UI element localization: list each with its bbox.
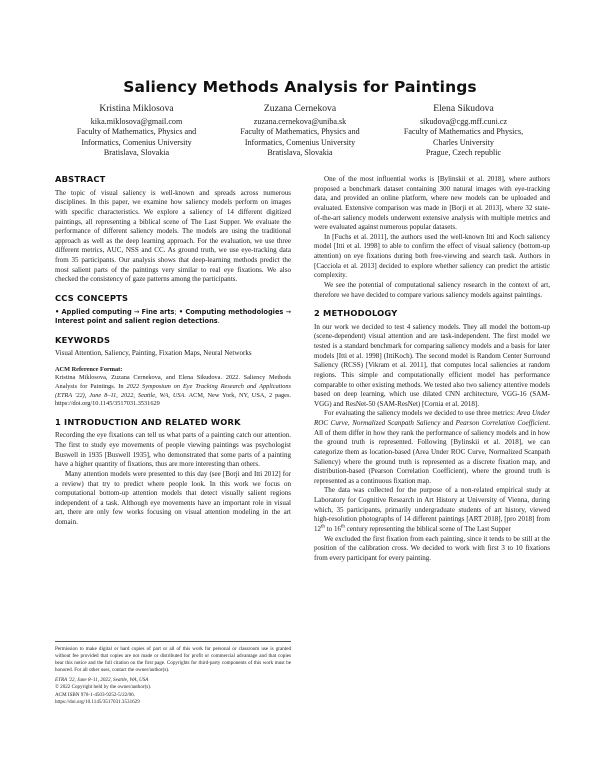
author-affiliation: Faculty of Mathematics and Physics, <box>403 127 524 137</box>
section-1-heading: 1 INTRODUCTION AND RELATED WORK <box>55 416 241 427</box>
right-column <box>314 175 550 563</box>
author-name: Elena Sikudova <box>433 103 494 114</box>
author-3 <box>382 103 545 159</box>
section-2-paragraph-4: We excluded the first fixation from each painting, since it tends to be still at the position of the calibration cross. We decided to work with first 3 to 10 fixations from every participant for every painting. <box>314 534 550 562</box>
ccs-concepts: • Applied computing → Fine arts; • Computing methodologies → Interest point and salient region detections. <box>55 307 291 326</box>
section-2-paragraph-1: In our work we decided to test 4 saliency models. They all model the bottom-up (scene-dependent) visual attention and are task-independent. The first model we tested is a standard benchmark for comparing saliency models and a basis for later models [Itti et al. 1998] (IttiKoch). The second model is Random Center Surround Saliency (RCSS) [Vikram et al. 2011], that computes local saliencies at random regions. This simple and computationally efficient model has performance comparable to other existing methods. We tested also two saliency attentive models based on deep learning, which use dilated CNN architecture, VGG-16 (SAM-VGG) and ResNet-50 (SAM-ResNet) [Cornia et al. 2018]. <box>314 322 550 408</box>
abstract-heading: ABSTRACT <box>55 174 106 184</box>
author-location: Bratislava, Slovakia <box>103 148 170 158</box>
section-2-heading: 2 METHODOLOGY <box>314 308 398 319</box>
author-2 <box>219 103 382 159</box>
section-1-paragraph-2: Many attention models were presented to this day (see [Borji and Itti 2012] for a review) that try to predict where people look. In this work we focus on computational bottom-up attention models that detect visually salient regions independent of a task. Although eye movements have an important role in visual art, there are only few works focusing on visual attention modeling in the art domain. <box>55 469 291 527</box>
author-affiliation: Informatics, Comenius University <box>244 137 356 147</box>
permission-notice: Permission to make digital or hard copies of part or all of this work for personal or classroom use is granted without fee provided that copies are not made or distributed for profit or commercial advantage and that copies bear this notice and the full citation on the first page. Copyrights for third-party components of this work must be honored. For all other uses, contact the owner/author(s). <box>55 646 291 674</box>
ccs-heading: CCS CONCEPTS <box>55 292 129 303</box>
right-paragraph-2: In [Fuchs et al. 2011], the authors used the well-known Itti and Koch saliency model [Itti et al. 1998] to able to confirm the effect of visual saliency (bottom-up attention) on eye fixations during both free-viewing and search task. Authors in [Cacciola et al. 2013] decided to explore whether saliency can predict the artistic complexity. <box>314 232 550 280</box>
abstract-text: The topic of visual saliency is well-known and spreads across numerous disciplines. In this paper, we examine how saliency models perform on images with specific characteristics. We explore a saliency of 14 different digitized paintings, all representing a biblical scene of The Last Supper. We evaluate the performance of different saliency models. The models are using the traditional approach as well as the deep learning approach. For the evaluation, we use three different metrics, AUC, NSS and CC. As ground truth, we use eye-tracking data from 35 participants. Our analysis shows that deep-learning methods predict the most salient parts of the paintings very similar to real eye fixations. We also checked the consistency of gaze patterns among the participants. <box>55 188 291 284</box>
author-affiliation: Charles University <box>433 137 494 147</box>
author-block <box>55 103 545 159</box>
copyright-footer <box>55 641 291 706</box>
author-affiliation: Faculty of Mathematics, Physics and <box>240 127 360 137</box>
author-email: zuzana.cernekova@uniba.sk <box>253 117 347 126</box>
author-name: Zuzana Cernekova <box>263 103 337 114</box>
author-1 <box>55 103 218 159</box>
reference-format-heading: ACM Reference Format: <box>55 365 123 373</box>
right-paragraph-3: We see the potential of computational saliency research in the context of art, therefore we have decided to compare various saliency models against paintings. <box>314 280 550 299</box>
section-2-paragraph-3: The data was collected for the purpose of a non-related empirical study at Laboratory for Cognitive Research in Art History at University of Vienna, during which, 35 participants, primarily undergraduate students of art history, viewed high-resolution photographs of 14 different paintings [ART 2018], [pro 2018] from 12th to 16th century representing the biblical scene of The Last Supper <box>314 486 550 533</box>
author-affiliation: Informatics, Comenius University <box>81 137 192 147</box>
left-column <box>55 175 291 528</box>
section-2-paragraph-2: For evaluating the saliency models we decided to use three metrics: Area Under ROC Curve, Normalized Scanpath Saliency and Pearson Correlation Coefficient. All of them differ in how they rank the performance of saliency models and in how the ground truth is represented. Following [Bylinskii et al. 2018], we can categorize them as location-based (Area Under ROC Curve, Normalized Scanpath Saliency) where the ground truth is represented as a discrete fixation map, and distribution-based (Pearson Correlation Coefficient), where the ground truth is represented as a continuous fixation map. <box>314 409 551 485</box>
paper-title: Saliency Methods Analysis for Paintings <box>123 78 477 96</box>
author-email: kika.miklosova@gmail.com <box>90 117 183 126</box>
footer-isbn: ACM ISBN 978-1-4503-9252-5/22/06. <box>55 691 135 698</box>
author-location: Bratislava, Slovakia <box>267 148 333 158</box>
author-location: Prague, Czech republic <box>425 148 502 158</box>
author-name: Kristina Miklosova <box>99 103 174 114</box>
section-1-paragraph-1: Recording the eye fixations can tell us what parts of a painting catch our attention. The first to study eye movements of people viewing paintings was psychologist Buswell in 1935 [Buswell 1935], who demonstrated that some parts of a painting have a higher quantity of fixations, thus are more interesting than others. <box>55 431 291 469</box>
author-affiliation: Faculty of Mathematics, Physics and <box>76 127 197 137</box>
keywords-text: Visual Attention, Saliency, Painting, Fixation Maps, Neural Networks <box>55 349 252 358</box>
footer-venue: ETRA '22, June 8–11, 2022, Seattle, WA, USA <box>55 677 149 684</box>
footer-copyright: © 2022 Copyright held by the owner/author(s). <box>55 684 152 691</box>
author-email: sikudova@cgg.mff.cuni.cz <box>419 117 508 126</box>
keywords-heading: KEYWORDS <box>55 334 111 345</box>
right-paragraph-1: One of the most influential works is [Bylinskii et al. 2018], where authors proposed a benchmark dataset containing 300 natural images with eye-tracking data, and provided an online platform, where new models can be uploaded and evaluated. Extensive comparison was made in [Borji et al. 2013], where 32 state-of-the-art saliency models underwent extensive analysis with multiple metrics and were evaluated against numerous popular datasets. <box>314 175 550 232</box>
reference-format-text: Kristina Miklosova, Zuzana Cernekova, and Elena Sikudova. 2022. Saliency Methods Analysis for Paintings. In 2022 Symposium on Eye Tracking Research and Applications (ETRA '22), June 8–11, 2022, Seattle, WA, USA. ACM, New York, NY, USA, 2 pages. https://doi.org/10.1145/3517031.3531629 <box>55 374 291 408</box>
footer-doi[interactable]: https://doi.org/10.1145/3517031.3531629 <box>55 698 140 705</box>
